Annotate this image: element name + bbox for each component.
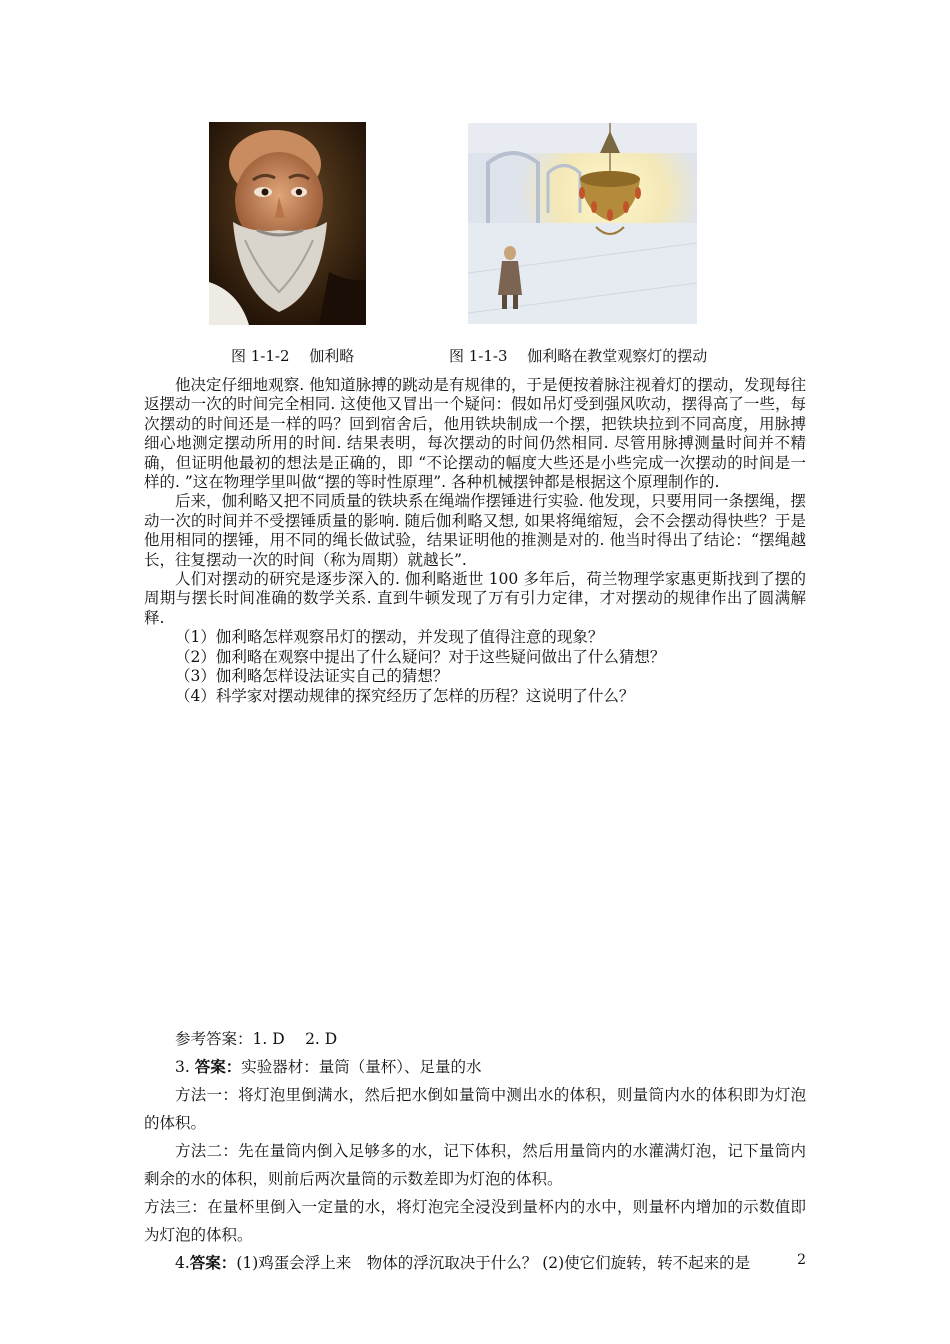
answer-label: 答案： bbox=[189, 1253, 237, 1272]
answer-section bbox=[144, 1025, 806, 1277]
page-number: 2 bbox=[797, 1252, 806, 1268]
method-1: 方法一：将灯泡里倒满水，然后把水倒如量筒中测出水的体积，则量筒内水的体积即为灯泡的体积。 bbox=[144, 1086, 806, 1132]
answer-4-text: (1)鸡蛋会浮上来 物体的浮沉取决于什么？ (2)使它们旋转，转不起来的是 bbox=[236, 1254, 751, 1272]
paragraph: 他决定仔细地观察. 他知道脉搏的跳动是有规律的，于是便按着脉注视着灯的摆动，发现每往返摆动一次的时间完全相同. 这使他又冒出一个疑问：假如吊灯受到强风吹动，摆得高了一些，每次摆动的时间还是一样的吗？回到宿舍后，他用铁块制成一个摆，把铁块拉到不同高度，用脉搏细心地测定摆动所用的时间. 结果表明，每次摆动的时间仍然相同. 尽管用脉搏测量时间并不精确，但证明他最初的想法是正确的，即 “不论摆动的幅度大些还是小些完成一次摆动的时间是一样的. ”这在物理学里叫做“摆的等时性原理”. 各种机械摆钟都是根据这个原理制作的. bbox=[144, 376, 806, 492]
paragraph: 人们对摆动的研究是逐步深入的. 伽利略逝世 100 多年后，荷兰物理学家惠更斯找到了摆的周期与摆长时间准确的数学关系. 直到牛顿发现了万有引力定律，才对摆动的规律作出了圆满解释. bbox=[144, 570, 806, 627]
question-item: （1）伽利略怎样观察吊灯的摆动，并发现了值得注意的现象？ bbox=[175, 628, 604, 647]
church-lamp-image bbox=[468, 123, 697, 324]
method-2: 方法二：先在量筒内倒入足够多的水，记下体积，然后用量筒内的水灌满灯泡，记下量筒内剩余的水的体积，则前后两次量筒的示数差即为灯泡的体积。 bbox=[144, 1142, 806, 1188]
answer-4 bbox=[144, 1249, 806, 1277]
paragraph: 后来，伽利略又把不同质量的铁块系在绳端作摆锤进行实验. 他发现，只要用同一条摆绳，摆动一次的时间并不受摆锤质量的影响. 随后伽利略又想, 如果将绳缩短，会不会摆动得快些？于是他用相同的摆锤，用不同的绳长做试验，结果证明他的推测是对的. 他当时得出了结论：“摆绳越长，往复摆动一次的时间（称为周期）就越长”. bbox=[144, 492, 806, 569]
question-item: （2）伽利略在观察中提出了什么疑问？对于这些疑问做出了什么猜想？ bbox=[175, 647, 666, 666]
article-body bbox=[144, 376, 806, 706]
answer-label: 答案： bbox=[194, 1057, 242, 1076]
question-item: （3）伽利略怎样设法证实自己的猜想？ bbox=[175, 667, 449, 686]
question-item: （4）科学家对摆动规律的探究经历了怎样的历程？这说明了什么？ bbox=[175, 686, 635, 705]
answer-4-number: 4. bbox=[175, 1254, 190, 1272]
method-3: 方法三：在量杯里倒入一定量的水，将灯泡完全浸没到量杯内的水中，则量杯内增加的示数值即为灯泡的体积。 bbox=[144, 1198, 806, 1244]
galileo-portrait-image bbox=[209, 122, 366, 325]
reference-answers: 参考答案：1. D 2. D bbox=[175, 1030, 338, 1048]
answer-3-header bbox=[144, 1053, 806, 1081]
figure-caption-1: 图 1-1-2 伽利略 bbox=[231, 347, 355, 365]
answer-3-number: 3. bbox=[175, 1058, 190, 1076]
answer-3-text: 实验器材：量筒（量杯）、足量的水 bbox=[241, 1058, 482, 1076]
figure-caption-2: 图 1-1-3 伽利略在教堂观察灯的摆动 bbox=[449, 347, 708, 365]
